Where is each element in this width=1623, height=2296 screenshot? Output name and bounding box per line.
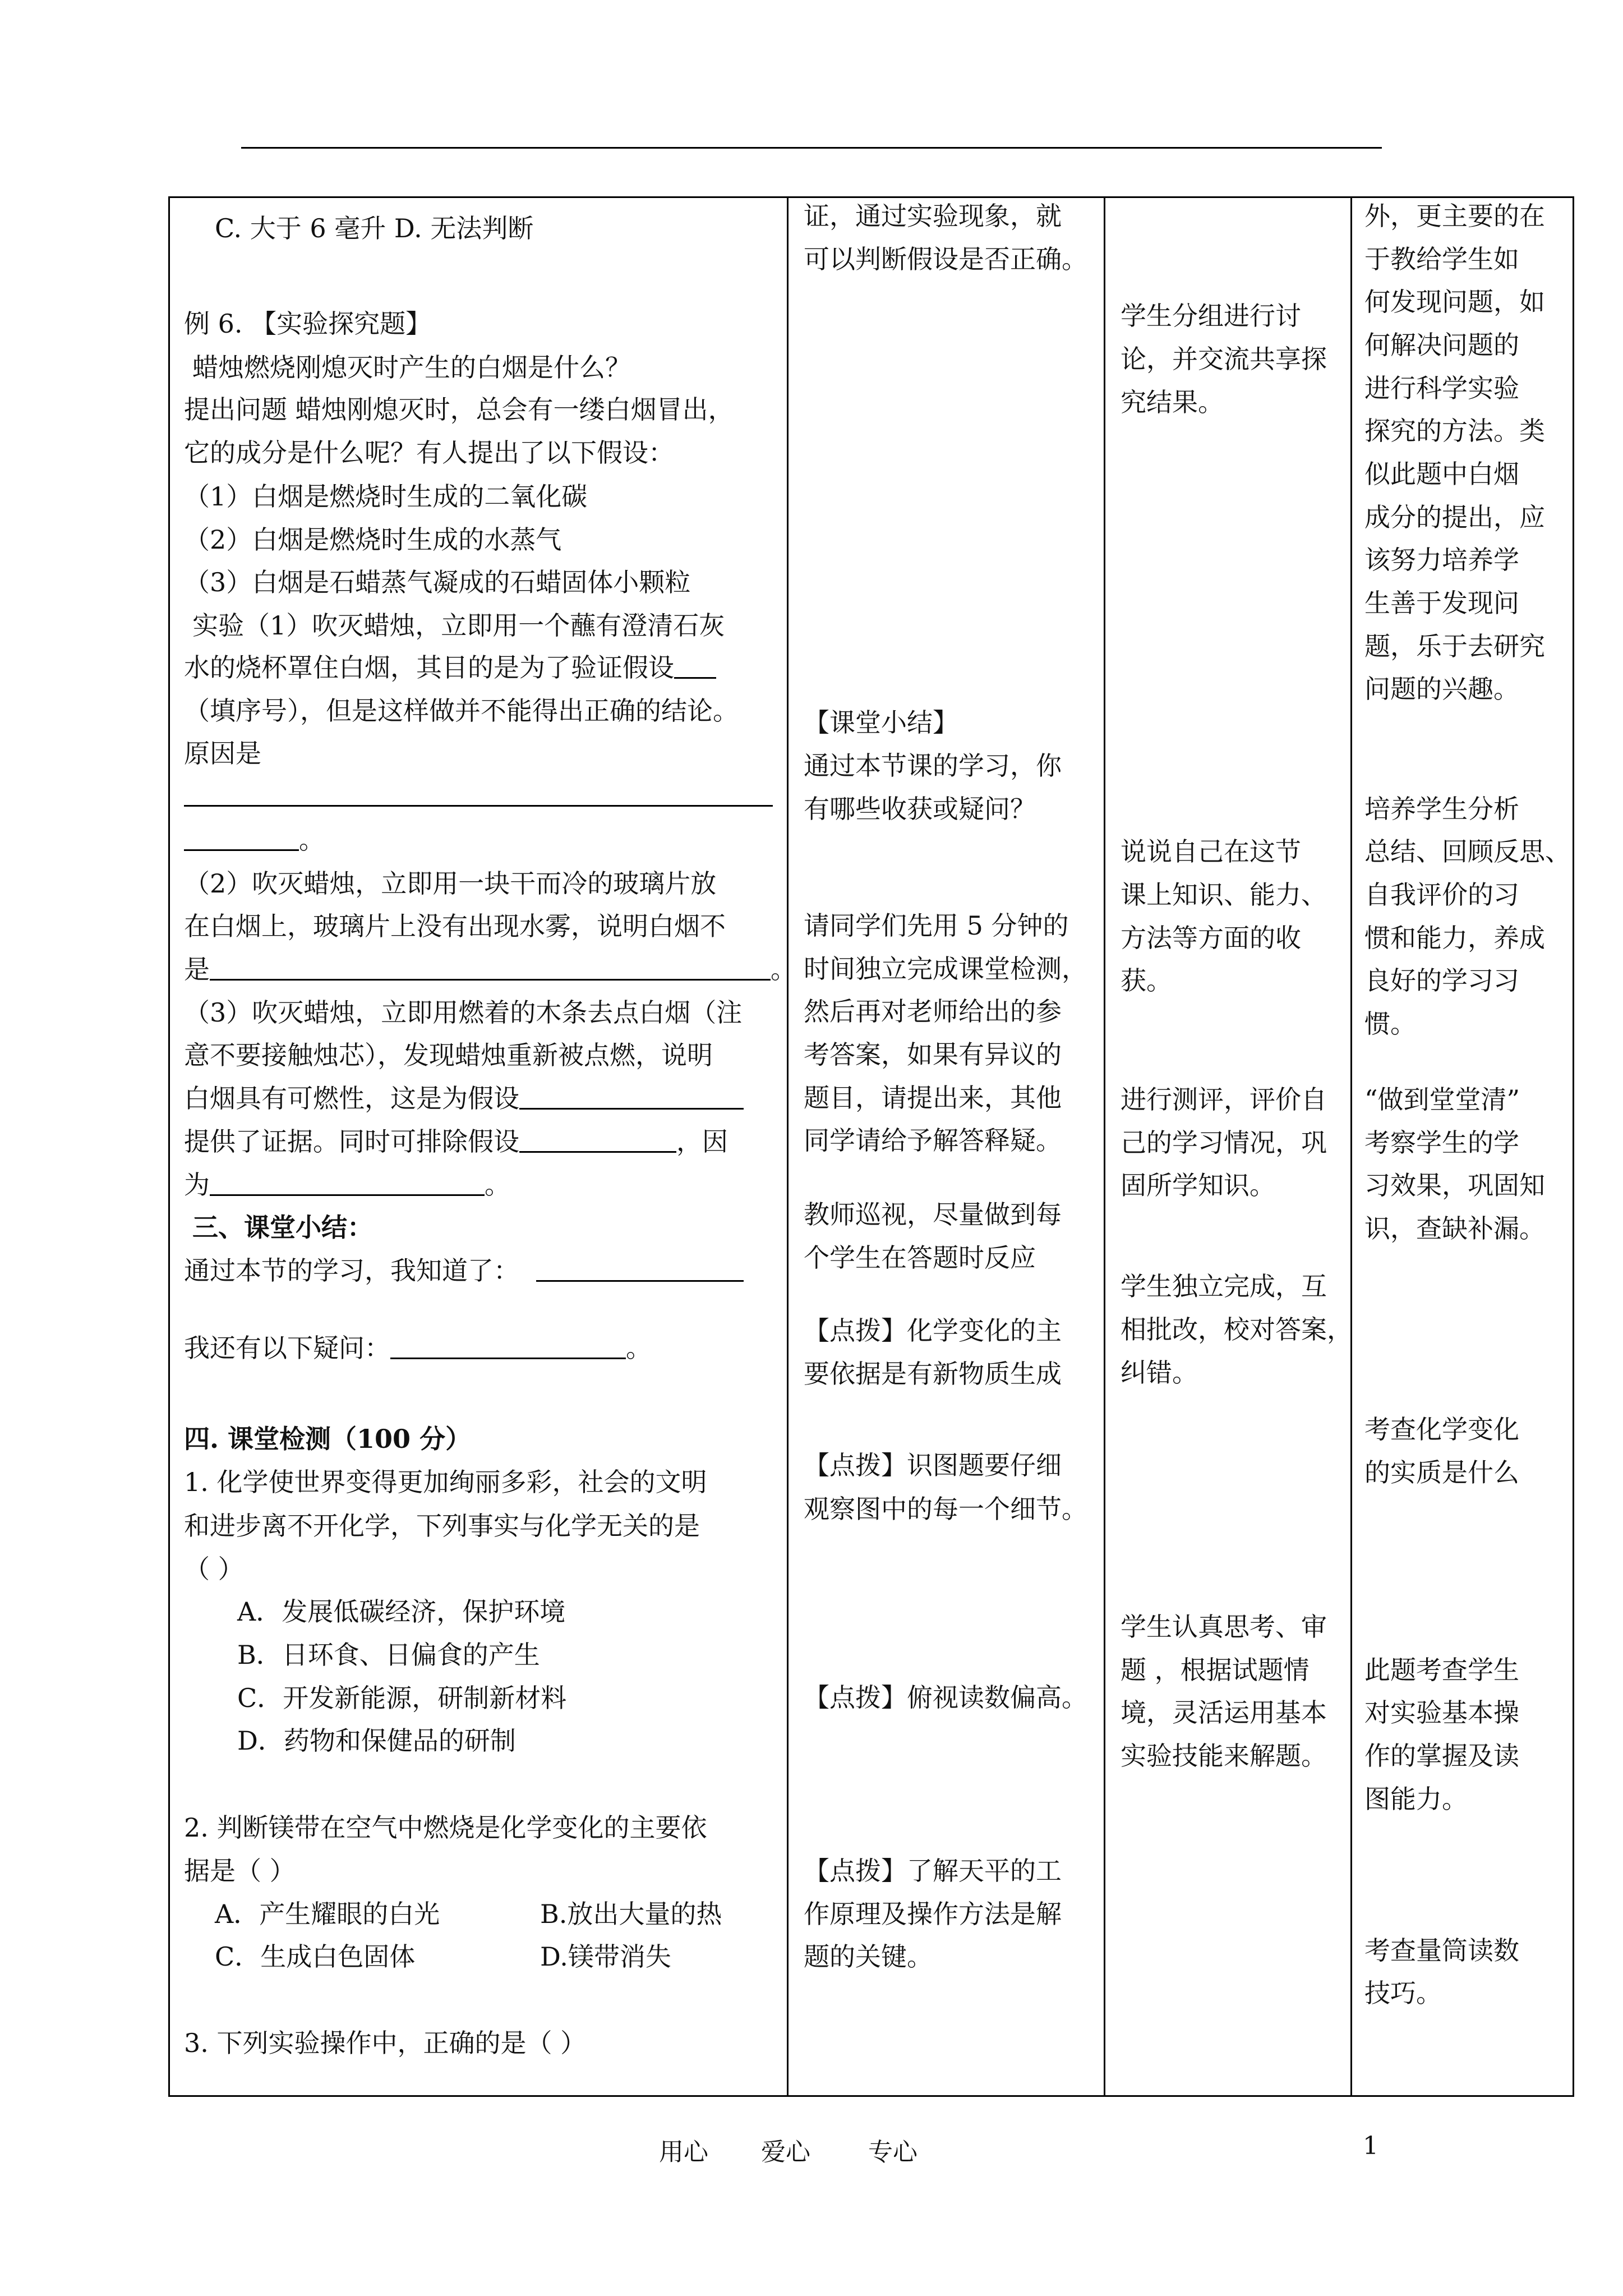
question-text: 它的成分是什么呢？有人提出了以下假设： <box>184 438 674 468</box>
activity-text: 究结果。 <box>1121 387 1224 417</box>
choice-option: D.镁带消失 <box>540 1941 671 1972</box>
experiment-text <box>184 1167 510 1203</box>
exercise-column <box>170 198 796 2095</box>
intent-text: 良好的学习习 <box>1364 965 1519 996</box>
intent-text: 生善于发现问 <box>1364 588 1519 618</box>
answer-blank <box>674 655 716 679</box>
activity-heading: 【课堂小结】 <box>804 707 958 738</box>
activity-text: 证，通过实验现象，就 <box>804 201 1062 231</box>
hint-text: 要依据是有新物质生成 <box>804 1359 1062 1389</box>
answer-blank <box>519 1085 744 1110</box>
activity-text: 个学生在答题时反应 <box>804 1243 1036 1273</box>
intent-text: 习效果，巩固知 <box>1364 1170 1545 1200</box>
choice-option: B．日环食、日偏食的产生 <box>237 1640 540 1670</box>
intent-text: 题，乐于去研究 <box>1364 631 1545 661</box>
header-rule <box>241 147 1382 149</box>
choice-option: D．药物和保健品的研制 <box>237 1726 516 1756</box>
line-text: ，因 <box>676 1126 728 1157</box>
activity-text: 境，灵活运用基本 <box>1121 1697 1327 1728</box>
section-heading: 三、课堂小结： <box>192 1212 373 1243</box>
line-text: 我还有以下疑问： <box>184 1333 390 1363</box>
answer-bracket: 据是（ ） <box>184 1856 296 1886</box>
activity-text: 学生独立完成，互 <box>1121 1271 1327 1301</box>
answer-blank <box>184 783 773 807</box>
activity-text: 同学请给予解答释疑。 <box>804 1125 1062 1156</box>
answer-blank <box>210 1172 485 1196</box>
line-text: 。 <box>626 1333 652 1363</box>
activity-text: 进行测评，评价自 <box>1121 1084 1327 1115</box>
hypothesis-item: （2）白烟是燃烧时生成的水蒸气 <box>184 524 562 555</box>
footer-motto-3: 专心 <box>868 2138 917 2166</box>
question-text: 和进步离不开化学，下列事实与化学无关的是 <box>184 1511 700 1541</box>
hint-text: 作原理及操作方法是解 <box>804 1899 1062 1929</box>
line-text: 。 <box>771 954 796 984</box>
answer-blank <box>184 827 299 851</box>
activity-text: 实验技能来解题。 <box>1121 1741 1327 1771</box>
choice-option: C．开发新能源，研制新材料 <box>237 1683 567 1713</box>
intent-text: 的实质是什么 <box>1364 1457 1519 1488</box>
intent-text: 考查量筒读数 <box>1364 1935 1519 1966</box>
intent-text: 图能力。 <box>1364 1784 1468 1814</box>
activity-text: 固所学知识。 <box>1121 1170 1275 1200</box>
hint-text: 题的关键。 <box>804 1941 933 1972</box>
hint-text: 【点拨】俯视读数偏高。 <box>804 1682 1087 1713</box>
summary-text <box>184 1253 744 1289</box>
intent-text: 问题的兴趣。 <box>1364 674 1519 704</box>
intent-text: 进行科学实验 <box>1364 373 1519 403</box>
activity-text: 己的学习情况，巩 <box>1121 1128 1327 1158</box>
activity-text: 教师巡视，尽量做到每 <box>804 1199 1062 1230</box>
line-text: 提供了证据。同时可排除假设 <box>184 1126 519 1157</box>
answer-bracket: （ ） <box>184 1554 244 1584</box>
activity-text: 方法等方面的收 <box>1121 923 1301 953</box>
question-text: 蜡烛燃烧刚熄灭时产生的白烟是什么？ <box>192 352 631 383</box>
intent-text: 识，查缺补漏。 <box>1364 1213 1545 1244</box>
section-heading: 四. 课堂检测（100 分） <box>184 1424 472 1454</box>
question-text: 1. 化学使世界变得更加绚丽多彩，社会的文明 <box>184 1467 707 1497</box>
intent-text: 似此题中白烟 <box>1364 459 1519 489</box>
hint-text: 观察图中的每一个细节。 <box>804 1494 1087 1524</box>
experiment-text <box>184 650 716 685</box>
activity-text: 通过本节课的学习，你 <box>804 751 1062 781</box>
line-text: 是 <box>184 954 210 984</box>
student-activity-column <box>1104 198 1353 2095</box>
experiment-text <box>184 1124 728 1159</box>
answer-blank <box>536 1258 744 1282</box>
activity-text: 相批改，校对答案， <box>1121 1314 1353 1345</box>
line-text: 白烟具有可燃性，这是为假设 <box>184 1083 519 1114</box>
hint-text: 【点拨】识图题要仔细 <box>804 1450 1062 1480</box>
intent-text: 成分的提出，应 <box>1364 502 1545 532</box>
intent-text: 总结、回顾反思、 <box>1364 836 1571 867</box>
activity-text: 时间独立完成课堂检测， <box>804 954 1087 984</box>
choice-option: B.放出大量的热 <box>540 1899 722 1929</box>
activity-text: 学生分组进行讨 <box>1121 301 1301 331</box>
hint-text: 【点拨】化学变化的主 <box>804 1315 1062 1346</box>
choice-option: A．发展低碳经济，保护环境 <box>237 1596 566 1627</box>
intent-text: 对实验基本操 <box>1364 1697 1519 1728</box>
activity-text: 纠错。 <box>1121 1358 1198 1388</box>
activity-text: 获。 <box>1121 965 1172 996</box>
activity-text: 学生认真思考、审 <box>1121 1612 1327 1642</box>
experiment-text <box>184 951 796 987</box>
lesson-plan-table <box>168 196 1574 2097</box>
line-text: 。 <box>299 825 325 855</box>
activity-text: 说说自己在这节 <box>1121 836 1301 867</box>
experiment-text: 意不要接触烛芯），发现蜡烛重新被点燃，说明 <box>184 1040 713 1070</box>
footer-motto-1: 用心 <box>659 2138 708 2166</box>
intent-text: 考查化学变化 <box>1364 1414 1519 1444</box>
hint-text: 【点拨】了解天平的工 <box>804 1856 1062 1886</box>
activity-text: 然后再对老师给出的参 <box>804 996 1062 1027</box>
intent-text: 何发现问题，如 <box>1364 287 1545 317</box>
line-text: 水的烧杯罩住白烟，其目的是为了验证假设 <box>184 652 674 683</box>
intent-text: 惯。 <box>1364 1009 1416 1039</box>
answer-blank <box>210 956 771 981</box>
footer-motto-2: 爱心 <box>761 2138 810 2166</box>
activity-text: 考答案，如果有异议的 <box>804 1039 1062 1070</box>
activity-text: 题 ，根据试题情 <box>1121 1655 1310 1685</box>
experiment-text: 在白烟上，玻璃片上没有出现水雾，说明白烟不 <box>184 911 726 941</box>
intent-text: 于教给学生如 <box>1364 244 1519 274</box>
line-text: 为 <box>184 1170 210 1200</box>
hypothesis-item: （3）白烟是石蜡蒸气凝成的石蜡固体小颗粒 <box>184 567 691 597</box>
intent-text: 何解决问题的 <box>1364 330 1519 360</box>
experiment-text: （填序号），但是这样做并不能得出正确的结论。 <box>184 696 739 726</box>
experiment-text <box>184 1080 744 1116</box>
teacher-activity-column <box>787 198 1104 2095</box>
activity-text: 课上知识、能力、 <box>1121 880 1327 910</box>
experiment-text: （2）吹灭蜡烛，立即用一块干而冷的玻璃片放 <box>184 868 717 899</box>
line-text: 通过本节的学习，我知道了： <box>184 1255 519 1286</box>
intent-text: “做到堂堂清” <box>1364 1084 1520 1115</box>
intent-text: 惯和能力，养成 <box>1364 923 1545 953</box>
choice-option: C．生成白色固体 <box>215 1941 416 1972</box>
activity-text: 论，并交流共享探 <box>1121 344 1327 374</box>
experiment-text: （3）吹灭蜡烛，立即用燃着的木条去点白烟（注 <box>184 997 743 1028</box>
question-text: 2. 判断镁带在空气中燃烧是化学变化的主要依 <box>184 1812 707 1843</box>
question-text: 3. 下列实验操作中，正确的是（ ） <box>184 2028 587 2058</box>
answer-blank <box>519 1129 676 1153</box>
intent-text: 自我评价的习 <box>1364 880 1519 910</box>
activity-text: 请同学们先用 5 分钟的 <box>804 910 1069 941</box>
intent-text: 外，更主要的在 <box>1364 201 1545 231</box>
summary-text <box>184 1330 652 1366</box>
option-line: C. 大于 6 毫升 D. 无法判断 <box>215 213 534 243</box>
example-heading: 例 6. 【实验探究题】 <box>184 309 432 339</box>
experiment-text: 实验（1）吹灭蜡烛，立即用一个蘸有澄清石灰 <box>192 610 725 641</box>
intent-text: 考察学生的学 <box>1364 1128 1519 1158</box>
line-text: 。 <box>485 1170 510 1200</box>
activity-text: 题目，请提出来，其他 <box>804 1083 1062 1113</box>
experiment-text: 原因是 <box>184 738 261 769</box>
page-number: 1 <box>1363 2132 1378 2160</box>
answer-blank-line <box>184 777 773 813</box>
activity-text: 有哪些收获或疑问？ <box>804 794 1036 824</box>
experiment-text <box>184 822 325 858</box>
intent-text: 技巧。 <box>1364 1978 1442 2008</box>
activity-text: 可以判断假设是否正确。 <box>804 244 1087 274</box>
intent-text: 培养学生分析 <box>1364 794 1519 824</box>
intent-text: 该努力培养学 <box>1364 545 1519 575</box>
intent-text: 探究的方法。类 <box>1364 416 1545 446</box>
choice-option: A．产生耀眼的白光 <box>215 1899 440 1929</box>
answer-blank <box>390 1335 626 1359</box>
design-intent-column <box>1350 198 1576 2095</box>
intent-text: 作的掌握及读 <box>1364 1741 1519 1771</box>
hypothesis-item: （1）白烟是燃烧时生成的二氧化碳 <box>184 481 588 512</box>
question-text: 提出问题 蜡烛刚熄灭时，总会有一缕白烟冒出， <box>184 394 734 425</box>
intent-text: 此题考查学生 <box>1364 1655 1519 1685</box>
